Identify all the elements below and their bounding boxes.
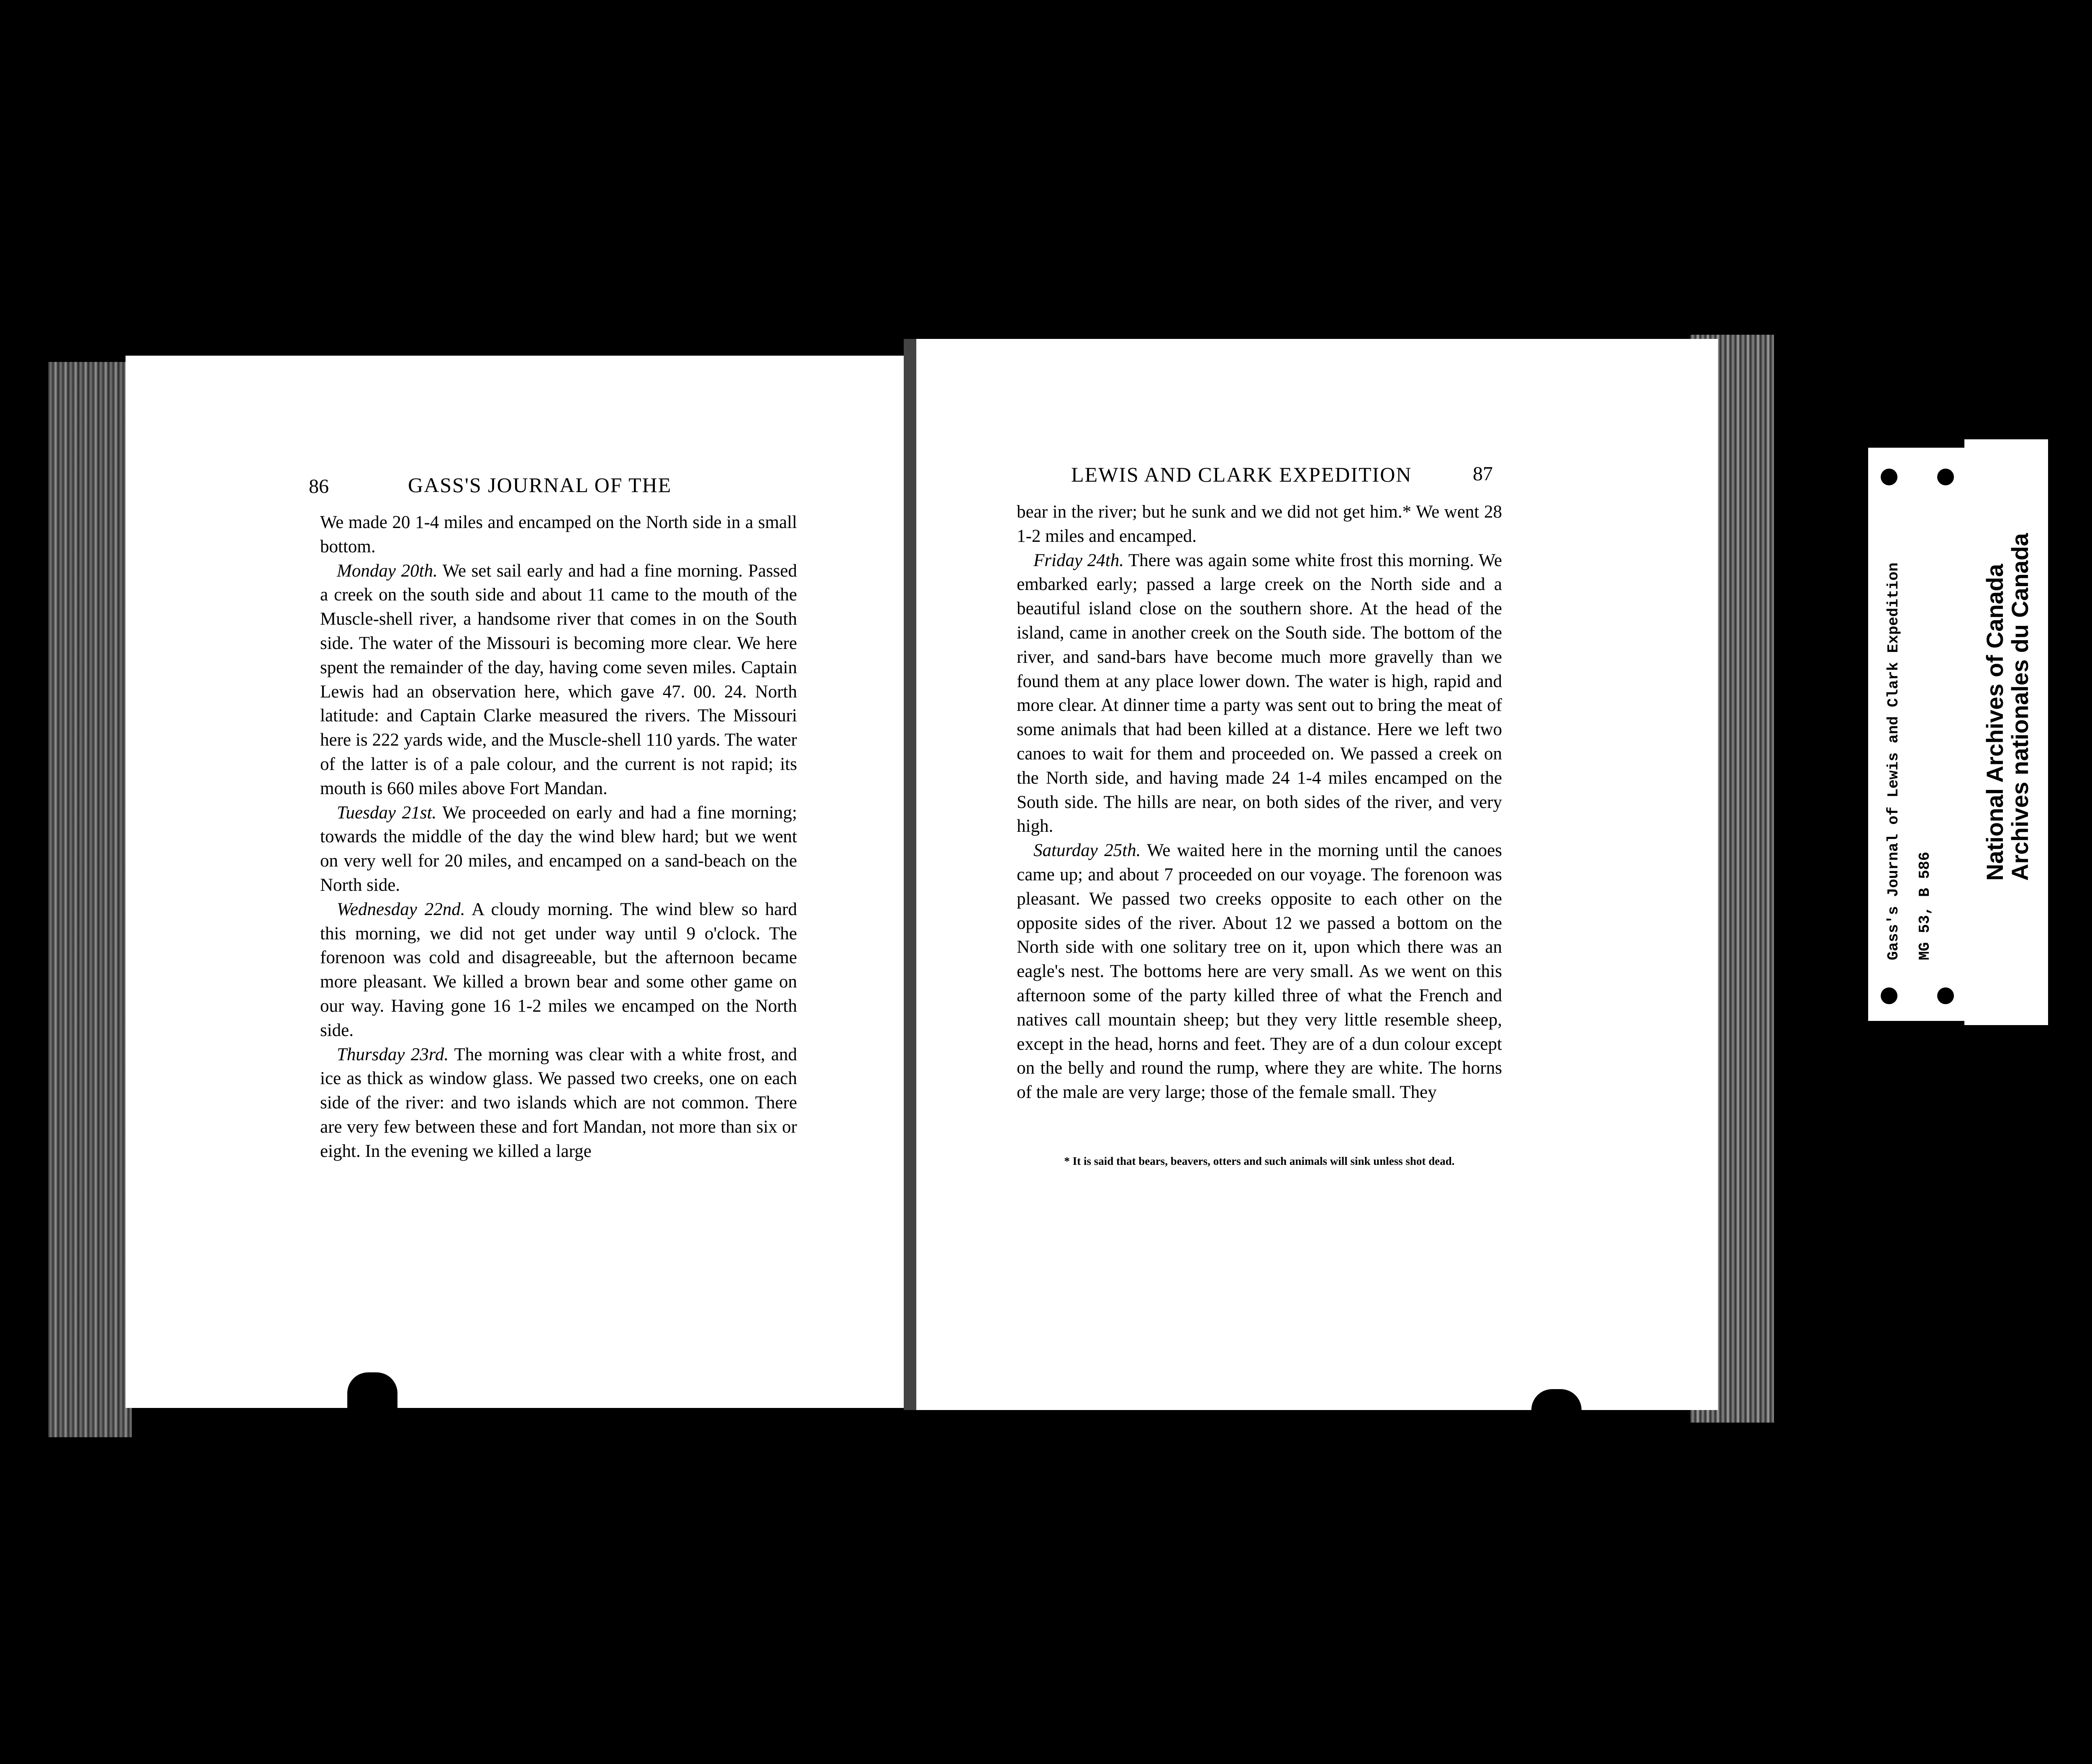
archive-label-strip — [1868, 448, 1966, 1021]
institution-name-fr: Archives nationales du Canada — [2007, 533, 2033, 881]
left-running-head: GASS'S JOURNAL OF THE — [408, 473, 672, 497]
hole-punch-icon — [1881, 469, 1897, 485]
hole-punch-icon — [1937, 469, 1954, 485]
right-page-text — [1017, 500, 1502, 1105]
archive-institution-label — [1964, 439, 2048, 1025]
paragraph: Tuesday 21st. We proceeded on early and had a fine morning; towards the middle of the day the wind blew hard; but we went on very well for 20 miles, and encamped on a sand-beach on the North side. — [320, 803, 797, 895]
paragraph: Wednesday 22nd. A cloudy morning. The wind blew so hard this morning, we did not get under way until 9 o'clock. The forenoon was cold and disagreeable, but the afternoon became more pleasant. We killed a brown bear and some other game on our way. Having gone 16 1-2 miles we encamped on the North side. — [320, 899, 797, 1040]
book-gutter — [904, 339, 916, 1410]
left-page-text — [320, 510, 797, 1164]
book-stand-right — [1531, 1389, 1582, 1473]
paragraph: Saturday 25th. We waited here in the morning until the canoes came up; and about 7 proceeded on our voyage. The forenoon was pleasant. We passed two creeks opposite to each other on the opposite sides of the river. About 12 we passed a bottom on the North side with one solitary tree on it, upon which there was an eagle's nest. The bottoms here are very small. As we went on this afternoon some of the party killed three of what the French and natives call mountain sheep; but they very little resemble sheep, except in the head, horns and feet. They are of a dun colour except on the belly and round the rump, where they are white. The horns of the male are very large; those of the female small. They — [1017, 841, 1502, 1102]
footnote: * It is said that bears, beavers, otters and such animals will sink unless shot dead. — [1064, 1155, 1455, 1167]
right-page-number: 87 — [1473, 463, 1493, 485]
paragraph: bear in the river; but he sunk and we did not get him.* We went 28 1-2 miles and encamped. — [1017, 502, 1502, 546]
right-running-head: LEWIS AND CLARK EXPEDITION — [1071, 463, 1412, 486]
hole-punch-icon — [1881, 987, 1897, 1004]
paragraph: Friday 24th. There was again some white frost this morning. We embarked early; passed a large creek on the North side and a beautiful island close on the southern shore. At the head of the island, came in another creek on the South side. The bottom of the river, and sand-bars have become much more gravelly than we found them at any place lower down. The water is high, rapid and more clear. At dinner time a party was sent out to bring the meat of some animals that had been killed at a distance. Here we left two canoes to wait for them and proceeded on. We passed a creek on the North side, and having made 24 1-4 miles encamped on the South side. The hills are near, on both sides of the river, and very high. — [1017, 550, 1502, 836]
institution-name-en: National Archives of Canada — [1982, 564, 2008, 881]
book-stand-left — [347, 1372, 397, 1456]
paragraph: Monday 20th. We set sail early and had a fine morning. Passed a creek on the south side and about 11 came to the mouth of the Muscle-shell river, a handsome river that comes in on the South side. The water of the Missouri is becoming more clear. We here spent the remainder of the day, having come seven miles. Captain Lewis had an observation here, which gave 47. 00. 24. North latitude: and Captain Clarke measured the rivers. The Missouri here is 222 yards wide, and the Muscle-shell 110 yards. The water of the latter is of a pale colour, and the current is not rapid; its mouth is 660 miles above Fort Mandan. — [320, 561, 797, 798]
hole-punch-icon — [1937, 987, 1954, 1004]
paragraph: We made 20 1-4 miles and encamped on the North side in a small bottom. — [320, 513, 797, 556]
paragraph: Thursday 23rd. The morning was clear with a white frost, and ice as thick as window glass. We passed two creeks, one on each side of the river: and two islands which are not common. There are very few between these and fort Mandan, not more than six or eight. In the evening we killed a large — [320, 1044, 797, 1161]
left-page-number: 86 — [309, 475, 329, 497]
book-edge-left — [48, 362, 132, 1437]
label-title: Gass's Journal of Lewis and Clark Expedition — [1885, 562, 1902, 960]
label-reference: MG 53, B 586 — [1916, 851, 1933, 960]
